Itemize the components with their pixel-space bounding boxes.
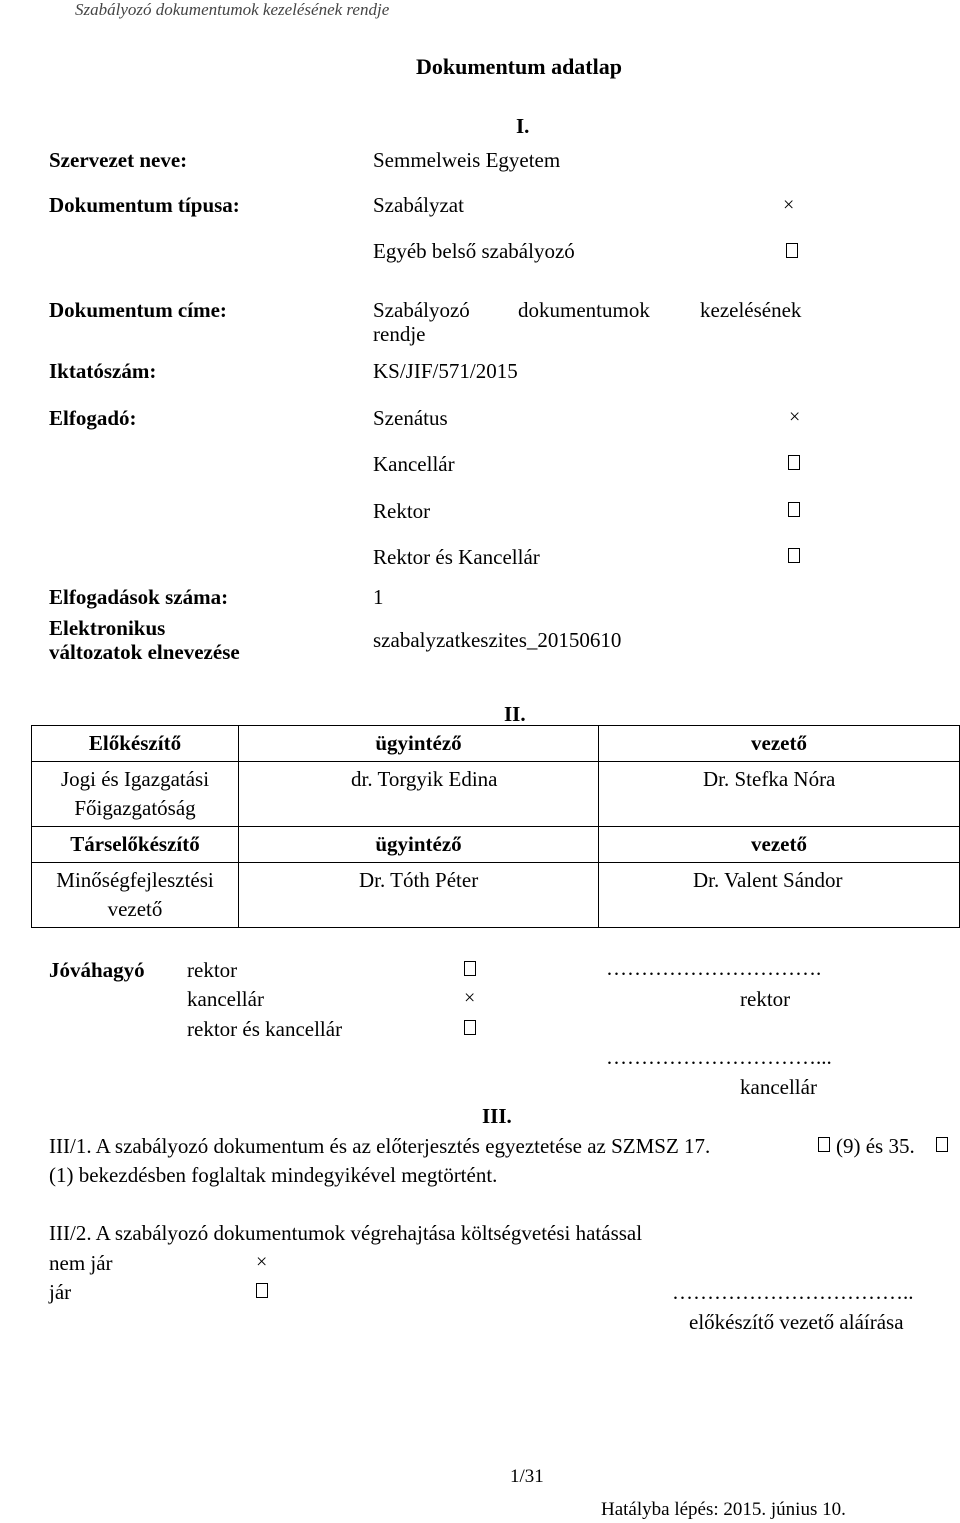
adopter-option-kancellar: Kancellár [373,452,455,476]
co-preparer-org-line: vezető [107,897,163,921]
empty-checkbox-icon[interactable] [464,1020,476,1035]
preparer-header: Előkészítő [32,726,239,762]
table-row [32,863,960,928]
section-3-numeral: III. [482,1104,512,1128]
item-3-2-title: III/2. A szabályozó dokumentumok végrehajtása költségvetési hatással [49,1221,643,1245]
org-value: Semmelweis Egyetem [373,148,561,172]
co-preparer-leader: Dr. Valent Sándor [599,863,960,928]
budget-option-nem-jar: nem jár [49,1251,113,1275]
empty-checkbox-icon[interactable] [788,455,800,470]
budget-option-jar: jár [49,1280,72,1304]
preparer-signature-line: …………………………….. [672,1280,914,1304]
preparer-org [32,762,239,827]
signature-caption-rektor: rektor [740,987,791,1011]
doc-type-label: Dokumentum típusa: [49,193,240,217]
checked-x-icon[interactable]: × [783,194,795,216]
approver-option-rektor: rektor [187,958,238,982]
electronic-versions-label: változatok elnevezése [49,640,240,664]
org-label: Szervezet neve: [49,148,188,172]
checked-x-icon[interactable]: × [464,987,476,1009]
reg-number-value: KS/JIF/571/2015 [373,359,518,383]
doc-title-word: Szabályozó [373,298,470,322]
checked-x-icon[interactable]: × [256,1251,268,1273]
preparer-signature-caption: előkészítő vezető aláírása [689,1310,904,1334]
item-3-1-text: (1) bekezdésben foglaltak mindegyikével megtörtént. [49,1163,498,1187]
effective-date: Hatályba lépés: 2015. június 10. [601,1499,846,1520]
doc-title-label: Dokumentum címe: [49,298,227,322]
empty-checkbox-icon[interactable] [788,502,800,517]
paragraph-sign-icon [936,1137,948,1152]
table-row [32,827,960,863]
signature-line-rektor: …………………………. [606,956,822,980]
adopter-label: Elfogadó: [49,406,137,430]
co-preparer-org [32,863,239,928]
preparer-table [31,725,960,928]
approver-option-rektor-es-kancellar: rektor és kancellár [187,1017,343,1041]
leader-header: vezető [599,726,960,762]
doc-title-word: rendje [373,322,426,346]
item-3-1-text: (9) és 35. [836,1134,915,1158]
checked-x-icon[interactable]: × [789,406,801,428]
co-preparer-org-line: Minőségfejlesztési [56,868,214,892]
empty-checkbox-icon[interactable] [464,961,476,976]
table-row [32,726,960,762]
preparer-org-line: Jogi és Igazgatási [60,767,210,791]
empty-checkbox-icon[interactable] [786,243,798,258]
electronic-versions-value: szabalyzatkeszites_20150610 [373,628,622,652]
paragraph-sign-icon [818,1137,830,1152]
co-preparer-header: Társelőkészítő [32,827,239,863]
preparer-leader: Dr. Stefka Nóra [599,762,960,827]
clerk-header: ügyintéző [239,827,599,863]
adopter-option-rektor-es-kancellar: Rektor és Kancellár [373,545,540,569]
approver-option-kancellar: kancellár [187,987,264,1011]
electronic-versions-label: Elektronikus [49,616,166,640]
clerk-header: ügyintéző [239,726,599,762]
reg-number-label: Iktatószám: [49,359,157,383]
section-2-numeral: II. [504,702,526,726]
co-preparer-clerk: Dr. Tóth Péter [239,863,599,928]
page-title: Dokumentum adatlap [416,54,622,79]
doc-title-word: dokumentumok [518,298,650,322]
adopter-option-rektor: Rektor [373,499,431,523]
running-header: Szabályozó dokumentumok kezelésének rendje [75,0,390,19]
empty-checkbox-icon[interactable] [256,1283,268,1298]
doc-title-word: kezelésének [700,298,802,322]
table-row [32,762,960,827]
approver-label: Jóváhagyó [49,958,145,982]
item-3-1-text: III/1. A szabályozó dokumentum és az előterjesztés egyeztetése az SZMSZ 17. [49,1134,711,1158]
section-1-numeral: I. [516,114,530,138]
adopter-option-szenatus: Szenátus [373,406,448,430]
preparer-org-line: Főigazgatóság [74,796,196,820]
signature-caption-kancellar: kancellár [740,1075,817,1099]
empty-checkbox-icon[interactable] [788,548,800,563]
adoptions-count-value: 1 [373,585,384,609]
doc-type-option-egyeb: Egyéb belső szabályozó [373,239,575,263]
doc-type-option-szabalyzat: Szabályzat [373,193,464,217]
leader-header: vezető [599,827,960,863]
signature-line-kancellar: …………………………... [606,1045,832,1069]
preparer-clerk: dr. Torgyik Edina [239,762,599,827]
page-number: 1/31 [510,1466,544,1487]
adoptions-count-label: Elfogadások száma: [49,585,229,609]
